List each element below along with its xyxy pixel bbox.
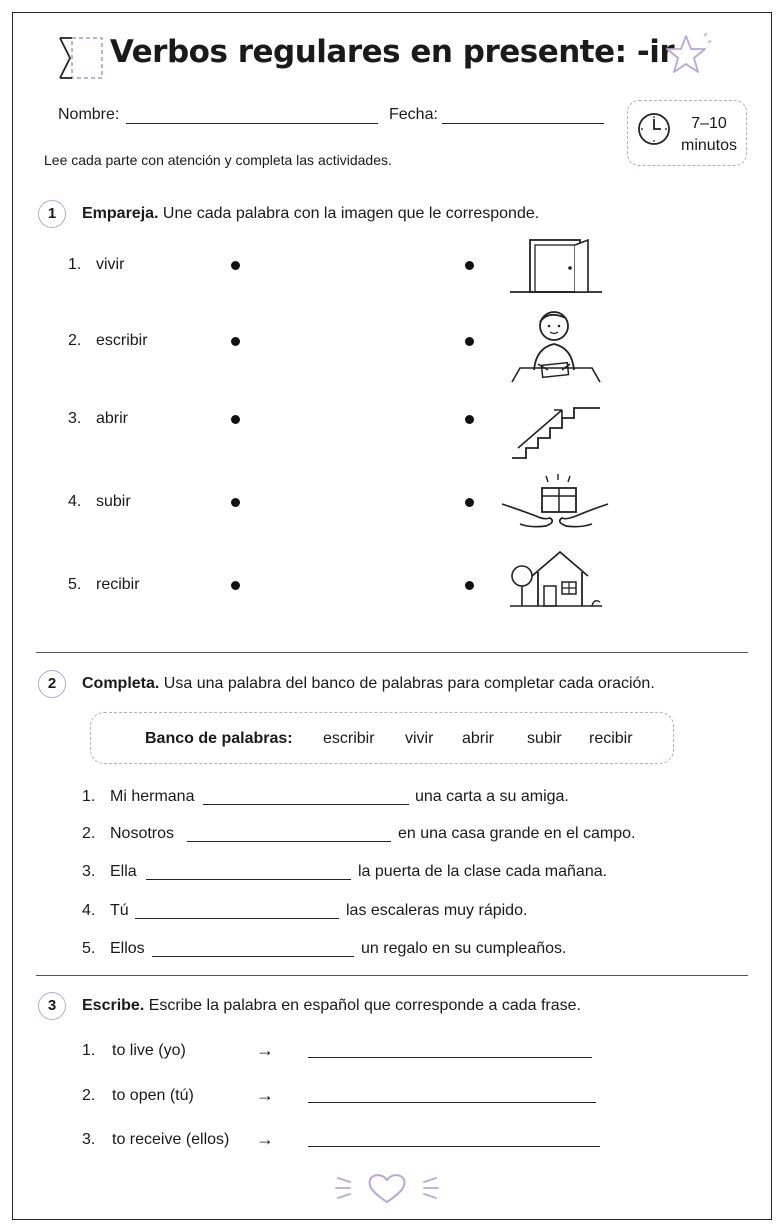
match-item-word: recibir — [96, 576, 140, 593]
match-dot-left[interactable] — [231, 415, 240, 424]
gift-hands-icon — [500, 470, 610, 534]
phrase-text: to open (tú) — [112, 1087, 194, 1104]
time-badge — [627, 100, 747, 166]
sentence-blank[interactable] — [203, 787, 409, 805]
sentence-start: Nosotros — [110, 825, 175, 842]
match-dot-right[interactable] — [465, 581, 474, 590]
phrase-number: 2. — [82, 1087, 96, 1104]
sentence-end: en una casa grande en el campo. — [398, 825, 636, 842]
sentence-blank[interactable] — [135, 901, 339, 919]
match-dot-left[interactable] — [231, 261, 240, 270]
match-dot-left[interactable] — [231, 337, 240, 346]
section-2-heading: Completa. Usa una palabra del banco de palabras para completar cada oración. — [82, 675, 655, 692]
answer-field[interactable] — [308, 1129, 600, 1147]
section-1-heading: Empareja. Une cada palabra con la imagen que le corresponde. — [82, 205, 540, 222]
sentence-number: 2. — [82, 825, 96, 842]
page-title: Verbos regulares en presente: -ir — [109, 34, 675, 70]
word-bank-word: abrir — [462, 730, 495, 747]
match-dot-left[interactable] — [231, 498, 240, 507]
match-dot-left[interactable] — [231, 581, 240, 590]
name-field[interactable] — [126, 106, 378, 124]
section-3-heading: Escribe. Escribe la palabra en español que corresponde a cada frase. — [82, 997, 581, 1014]
sentence-number: 3. — [82, 863, 96, 880]
time-range: 7–10 — [691, 115, 727, 132]
match-item-word: vivir — [96, 256, 125, 273]
arrow-icon: → — [256, 1129, 274, 1149]
phrase-number: 3. — [82, 1131, 96, 1148]
section-divider — [36, 975, 748, 976]
word-bank-word: escribir — [323, 730, 375, 747]
sentence-end: una carta a su amiga. — [415, 788, 569, 805]
arrow-icon: → — [256, 1085, 274, 1105]
match-dot-right[interactable] — [465, 261, 474, 270]
star-icon — [660, 30, 712, 80]
sentence-number: 1. — [82, 788, 96, 805]
worksheet-page — [12, 12, 772, 1220]
door-icon — [508, 236, 604, 296]
match-item-number: 1. — [68, 256, 82, 273]
time-unit: minutos — [680, 137, 738, 154]
sentence-blank[interactable] — [187, 824, 391, 842]
sentence-start: Ella — [110, 863, 137, 880]
match-item-word: subir — [96, 493, 131, 510]
answer-field[interactable] — [308, 1085, 596, 1103]
section-3-number: 3 — [38, 992, 66, 1020]
sentence-start: Tú — [110, 902, 129, 919]
sentence-number: 4. — [82, 902, 96, 919]
phrase-number: 1. — [82, 1042, 96, 1059]
section-2-number: 2 — [38, 670, 66, 698]
answer-field[interactable] — [308, 1040, 592, 1058]
clock-icon — [636, 111, 672, 147]
date-field[interactable] — [442, 106, 604, 124]
sentence-start: Mi hermana — [110, 788, 195, 805]
phrase-text: to live (yo) — [112, 1042, 186, 1059]
match-item-word: escribir — [96, 332, 148, 349]
sentence-end: la puerta de la clase cada mañana. — [358, 863, 608, 880]
house-icon — [506, 546, 606, 610]
match-dot-right[interactable] — [465, 337, 474, 346]
word-bank-word: recibir — [589, 730, 633, 747]
instructions-text: Lee cada parte con atención y completa las actividades. — [44, 152, 392, 168]
sentence-end: las escaleras muy rápido. — [346, 902, 528, 919]
stairs-icon — [508, 404, 604, 462]
date-label: Fecha: — [389, 106, 438, 123]
match-dot-right[interactable] — [465, 498, 474, 507]
sentence-start: Ellos — [110, 940, 145, 957]
word-bank-word: vivir — [405, 730, 434, 747]
word-bank — [90, 712, 674, 764]
match-item-word: abrir — [96, 410, 129, 427]
section-1-number: 1 — [38, 200, 66, 228]
section-divider — [36, 652, 748, 653]
match-item-number: 2. — [68, 332, 82, 349]
match-item-number: 5. — [68, 576, 82, 593]
name-label: Nombre: — [58, 106, 120, 123]
match-dot-right[interactable] — [465, 415, 474, 424]
sentence-number: 5. — [82, 940, 96, 957]
sentence-blank[interactable] — [146, 862, 351, 880]
match-item-number: 4. — [68, 493, 82, 510]
heart-icon — [332, 1168, 442, 1208]
phrase-text: to receive (ellos) — [112, 1131, 230, 1148]
word-bank-label: Banco de palabras: — [145, 730, 293, 747]
arrow-icon: → — [256, 1040, 274, 1060]
sentence-end: un regalo en su cumpleaños. — [361, 940, 567, 957]
sentence-blank[interactable] — [152, 939, 354, 957]
match-item-number: 3. — [68, 410, 82, 427]
child-writing-icon — [508, 304, 604, 386]
word-bank-word: subir — [527, 730, 562, 747]
